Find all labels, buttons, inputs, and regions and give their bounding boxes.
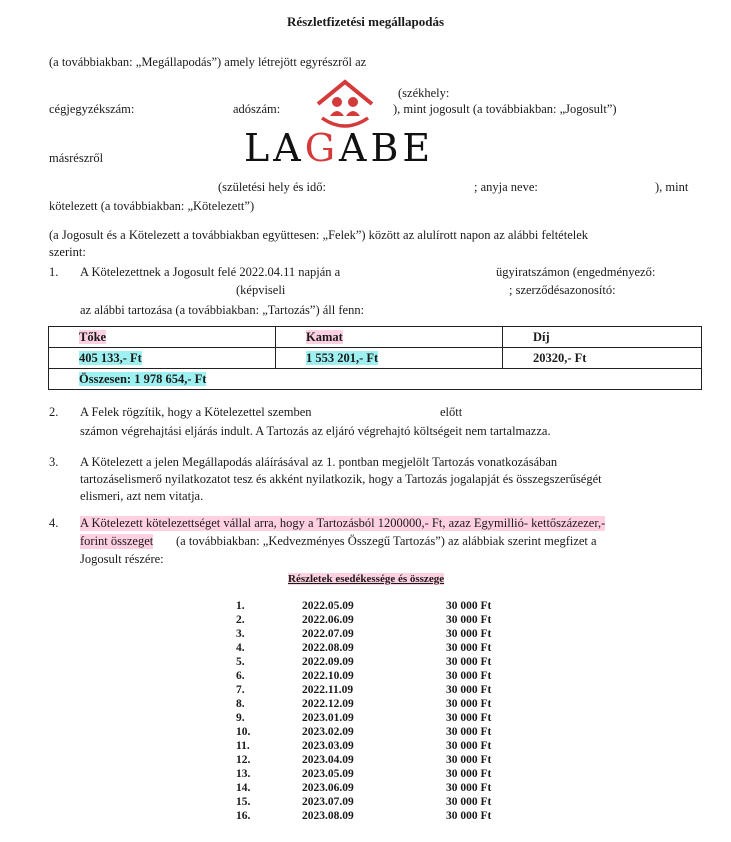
logo-text-g: G [304,126,340,170]
parties-line-1: (a Jogosult és a Kötelezett a továbbiakban együttesen: „Felek”) között az alulírott napon az alábbi feltételek [49,228,589,242]
seat-label: (székhely: [398,86,450,100]
registration-label: cégjegyzékszám: [49,102,135,116]
paragraph-3-number: 3. [49,455,59,469]
logo-text-1: LA [244,126,305,170]
installment-date: 2023.05.09 [302,768,354,780]
logo-text-2: ABE [339,126,435,170]
paragraph-2-text-b: előtt [440,405,463,419]
installment-date: 2023.04.09 [302,754,354,766]
installment-date: 2022.06.09 [302,614,354,626]
installment-date: 2022.05.09 [302,600,354,612]
obligor-line: kötelezett (a továbbiakban: „Kötelezett”) [49,199,255,213]
installment-date: 2022.11.09 [302,684,354,696]
creditor-line: ), mint jogosult (a továbbiakban: „Jogosult”) [393,102,617,116]
installment-date: 2023.08.09 [302,810,354,822]
paragraph-2-text-c: számon végrehajtási eljárás indult. A Tartozás az eljáró végrehajtó költségeit nem tartalmazza. [80,424,551,438]
installment-number: 9. [236,712,245,724]
parties-line-2: szerint: [49,245,86,259]
installment-date: 2022.08.09 [302,642,354,654]
installment-date: 2022.12.09 [302,698,354,710]
debt-table-value-row [49,348,702,369]
debt-table [48,326,702,390]
installment-date: 2022.10.09 [302,670,354,682]
installment-amount: 30 000 Ft [446,656,492,668]
installment-date: 2023.02.09 [302,726,354,738]
installment-number: 2. [236,614,245,626]
installment-date: 2022.09.09 [302,656,354,668]
paragraph-3-text-a: A Kötelezett a jelen Megállapodás aláírásával az 1. pontban megjelölt Tartozás vonatkozásában [80,455,558,469]
paragraph-1-number: 1. [49,265,59,279]
installment-number: 3. [236,628,245,640]
paragraph-3-text-b: tartozáselismerő nyilatkozatot tesz és akként nyilatkozik, hogy a Tartozás jogalapját és összegszerűségét [80,472,602,486]
document-title: Részletfizetési megállapodás [286,14,445,29]
tax-label: adószám: [233,102,281,116]
paragraph-4-text-b1: forint összeget [80,534,154,548]
installment-date: 2022.07.09 [302,628,354,640]
principal-value: 405 133,- Ft [79,350,142,365]
paragraph-1-text-e: az alábbi tartozása (a továbbiakban: „Tartozás”) áll fenn: [80,303,365,317]
installment-amount: 30 000 Ft [446,726,492,738]
fee-header: Díj [533,329,550,344]
installment-amount: 30 000 Ft [446,754,492,766]
installment-date: 2023.06.09 [302,782,354,794]
installment-number: 15. [236,796,251,808]
total-value: Összesen: 1 978 654,- Ft [79,371,207,386]
installment-amount: 30 000 Ft [446,712,492,724]
fee-value: 20320,- Ft [533,350,587,365]
installment-number: 6. [236,670,245,682]
paragraph-1-text-b: ügyiratszámon (engedményező: [496,265,656,279]
installment-amount: 30 000 Ft [446,782,492,794]
paragraph-2-text-a: A Felek rögzítik, hogy a Kötelezettel szemben [80,405,312,419]
installment-number: 12. [236,754,251,766]
installment-date: 2023.07.09 [302,796,354,808]
mother-label: ; anyja neve: [474,180,538,194]
paragraph-4-text-c: Jogosult részére: [80,552,164,566]
installment-amount: 30 000 Ft [446,768,492,780]
interest-header: Kamat [306,329,343,344]
installment-number: 13. [236,768,251,780]
installment-amount: 30 000 Ft [446,740,492,752]
schedule-title: Részletek esedékessége és összege [288,573,445,585]
installment-date: 2023.01.09 [302,712,354,724]
installment-number: 8. [236,698,245,710]
paragraph-4-text-b2: (a továbbiakban: „Kedvezményes Összegű Tartozás”) az alábbiak szerint megfizet a [176,534,597,548]
paragraph-3-text-c: elismeri, azt nem vitatja. [80,489,204,503]
installment-amount: 30 000 Ft [446,796,492,808]
principal-header: Tőke [79,329,107,344]
interest-value: 1 553 201,- Ft [306,350,379,365]
masreszrol: másrészről [49,151,104,165]
installment-amount: 30 000 Ft [446,642,492,654]
debt-table-total-row [49,369,702,390]
paragraph-2-number: 2. [49,405,59,419]
paragraph-1-text-a: A Kötelezettnek a Jogosult felé 2022.04.11 napján a [80,265,341,279]
installment-amount: 30 000 Ft [446,614,492,626]
installment-date: 2023.03.09 [302,740,354,752]
installment-number: 10. [236,726,251,738]
installment-number: 1. [236,600,245,612]
installment-number: 16. [236,810,251,822]
paragraph-1-text-c: (képviseli [236,283,286,297]
installment-number: 14. [236,782,251,794]
paragraph-1-text-d: ; szerződésazonosító: [509,283,616,297]
installment-amount: 30 000 Ft [446,628,492,640]
paragraph-4-number: 4. [49,516,59,530]
mint-label: ), mint [655,180,689,194]
paragraph-4-text-a: A Kötelezett kötelezettséget vállal arra, hogy a Tartozásból 1200000,- Ft, azaz Egymillió- kettőszázezer,- [80,516,606,530]
installment-number: 5. [236,656,245,668]
company-logo [244,126,434,170]
installment-amount: 30 000 Ft [446,670,492,682]
debt-table-header-row [49,327,702,348]
installment-number: 7. [236,684,245,696]
installment-amount: 30 000 Ft [446,684,492,696]
installment-number: 4. [236,642,245,654]
installment-amount: 30 000 Ft [446,810,492,822]
installment-amount: 30 000 Ft [446,600,492,612]
birth-label: (születési hely és idő: [218,180,326,194]
installment-amount: 30 000 Ft [446,698,492,710]
intro-line: (a továbbiakban: „Megállapodás”) amely létrejött egyrészről az [49,55,367,69]
installment-number: 11. [236,740,250,752]
